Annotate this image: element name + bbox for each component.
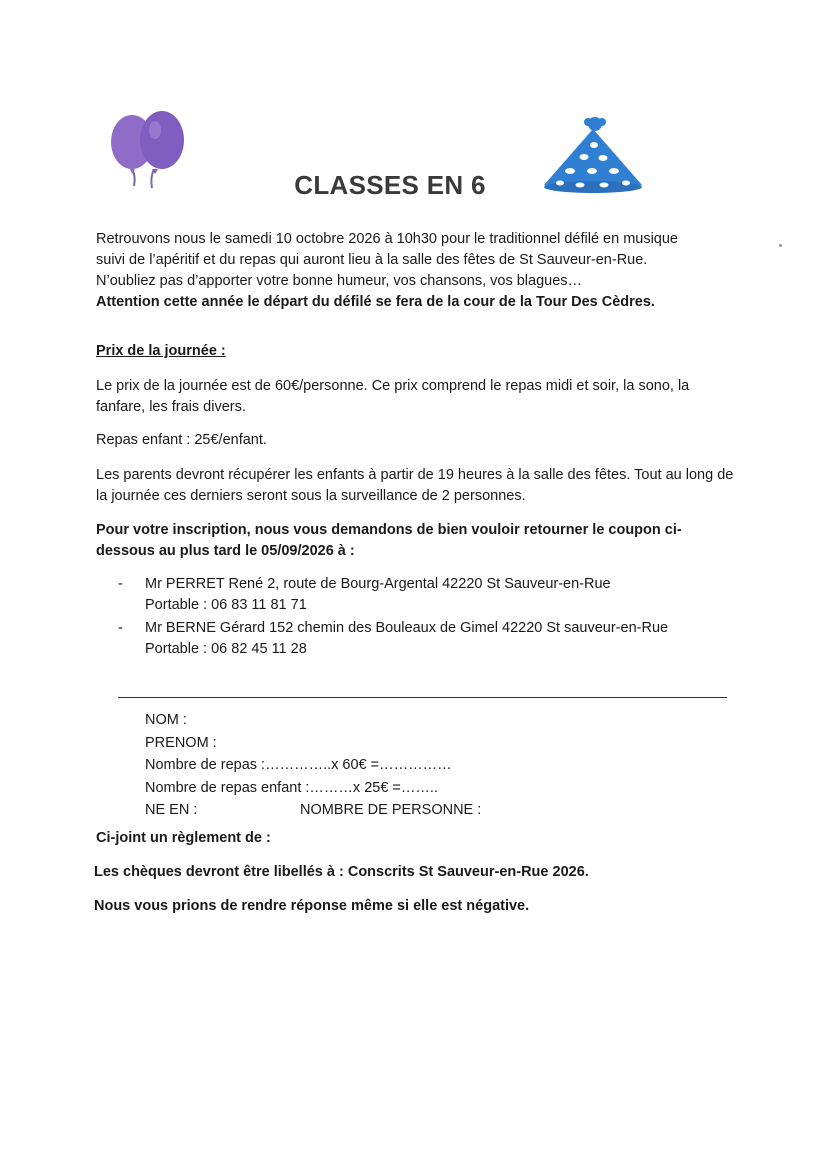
- contact-address: Mr BERNE Gérard 152 chemin des Bouleaux de Gimel 42220 St sauveur-en-Rue: [145, 620, 669, 636]
- contact-address: Mr PERRET René 2, route de Bourg-Argental 42220 St Sauveur-en-Rue: [145, 576, 611, 592]
- contact-phone: Portable : 06 83 11 81 71: [145, 597, 307, 613]
- list-dash: -: [118, 576, 123, 592]
- meals-field[interactable]: Nombre de repas :…………..x 60€ =……………: [145, 757, 452, 773]
- balloons-icon: [104, 100, 188, 192]
- registration-text: Pour votre inscription, nous vous demandons de bien vouloir retourner le coupon ci-dessous au plus tard le 05/09/2026 à :: [96, 522, 682, 559]
- prenom-field[interactable]: PRENOM :: [145, 734, 217, 751]
- child-meal-text: Repas enfant : 25€/enfant.: [96, 432, 267, 448]
- enclosed-payment-text: Ci-joint un règlement de :: [96, 830, 271, 846]
- coupon-cut-line: [118, 697, 727, 698]
- born-in-field[interactable]: NE EN :: [145, 802, 198, 818]
- reply-request-text: Nous vous prions de rendre réponse même si elle est négative.: [94, 898, 530, 914]
- list-dash: -: [118, 620, 123, 636]
- page-title: CLASSES EN 6: [294, 170, 486, 200]
- born-people-row: [145, 799, 645, 822]
- nom-field[interactable]: NOM :: [145, 712, 187, 728]
- contact-item: [118, 574, 738, 616]
- pricing-heading: Prix de la journée :: [96, 343, 226, 359]
- children-note-text: Les parents devront récupérer les enfants à partir de 19 heures à la salle des fêtes. Tout au long de la journée ces derniers seront sous la surveillance de 2 personnes.: [96, 467, 734, 504]
- party-hat-icon: [540, 113, 646, 197]
- intro-paragraph: [96, 229, 736, 313]
- child-meals-field[interactable]: Nombre de repas enfant :………x 25€ =……..: [145, 779, 438, 796]
- day-price-text: Le prix de la journée est de 60€/personne. Ce prix comprend le repas midi et soir, la sono, la fanfare, les frais divers.: [96, 378, 690, 415]
- intro-line-3: N’oubliez pas d’apporter votre bonne humeur, vos chansons, vos blagues…: [96, 273, 583, 289]
- intro-line-1: Retrouvons nous le samedi 10 octobre 2026 à 10h30 pour le traditionnel défilé en musique: [96, 231, 678, 247]
- intro-line-4: Attention cette année le départ du défilé se fera de la cour de la Tour Des Cèdres.: [96, 294, 655, 310]
- scan-speck: [779, 244, 782, 247]
- intro-line-2: suivi de l’apéritif et du repas qui auront lieu à la salle des fêtes de St Sauveur-en-Rue.: [96, 252, 648, 268]
- contact-item: [118, 618, 738, 660]
- people-count-field[interactable]: NOMBRE DE PERSONNE :: [300, 802, 482, 818]
- coupon-form: [145, 709, 645, 822]
- contact-list: [118, 574, 738, 662]
- cheques-text: Les chèques devront être libellés à : Conscrits St Sauveur-en-Rue 2026.: [94, 864, 589, 880]
- contact-phone: Portable : 06 82 45 11 28: [145, 641, 307, 657]
